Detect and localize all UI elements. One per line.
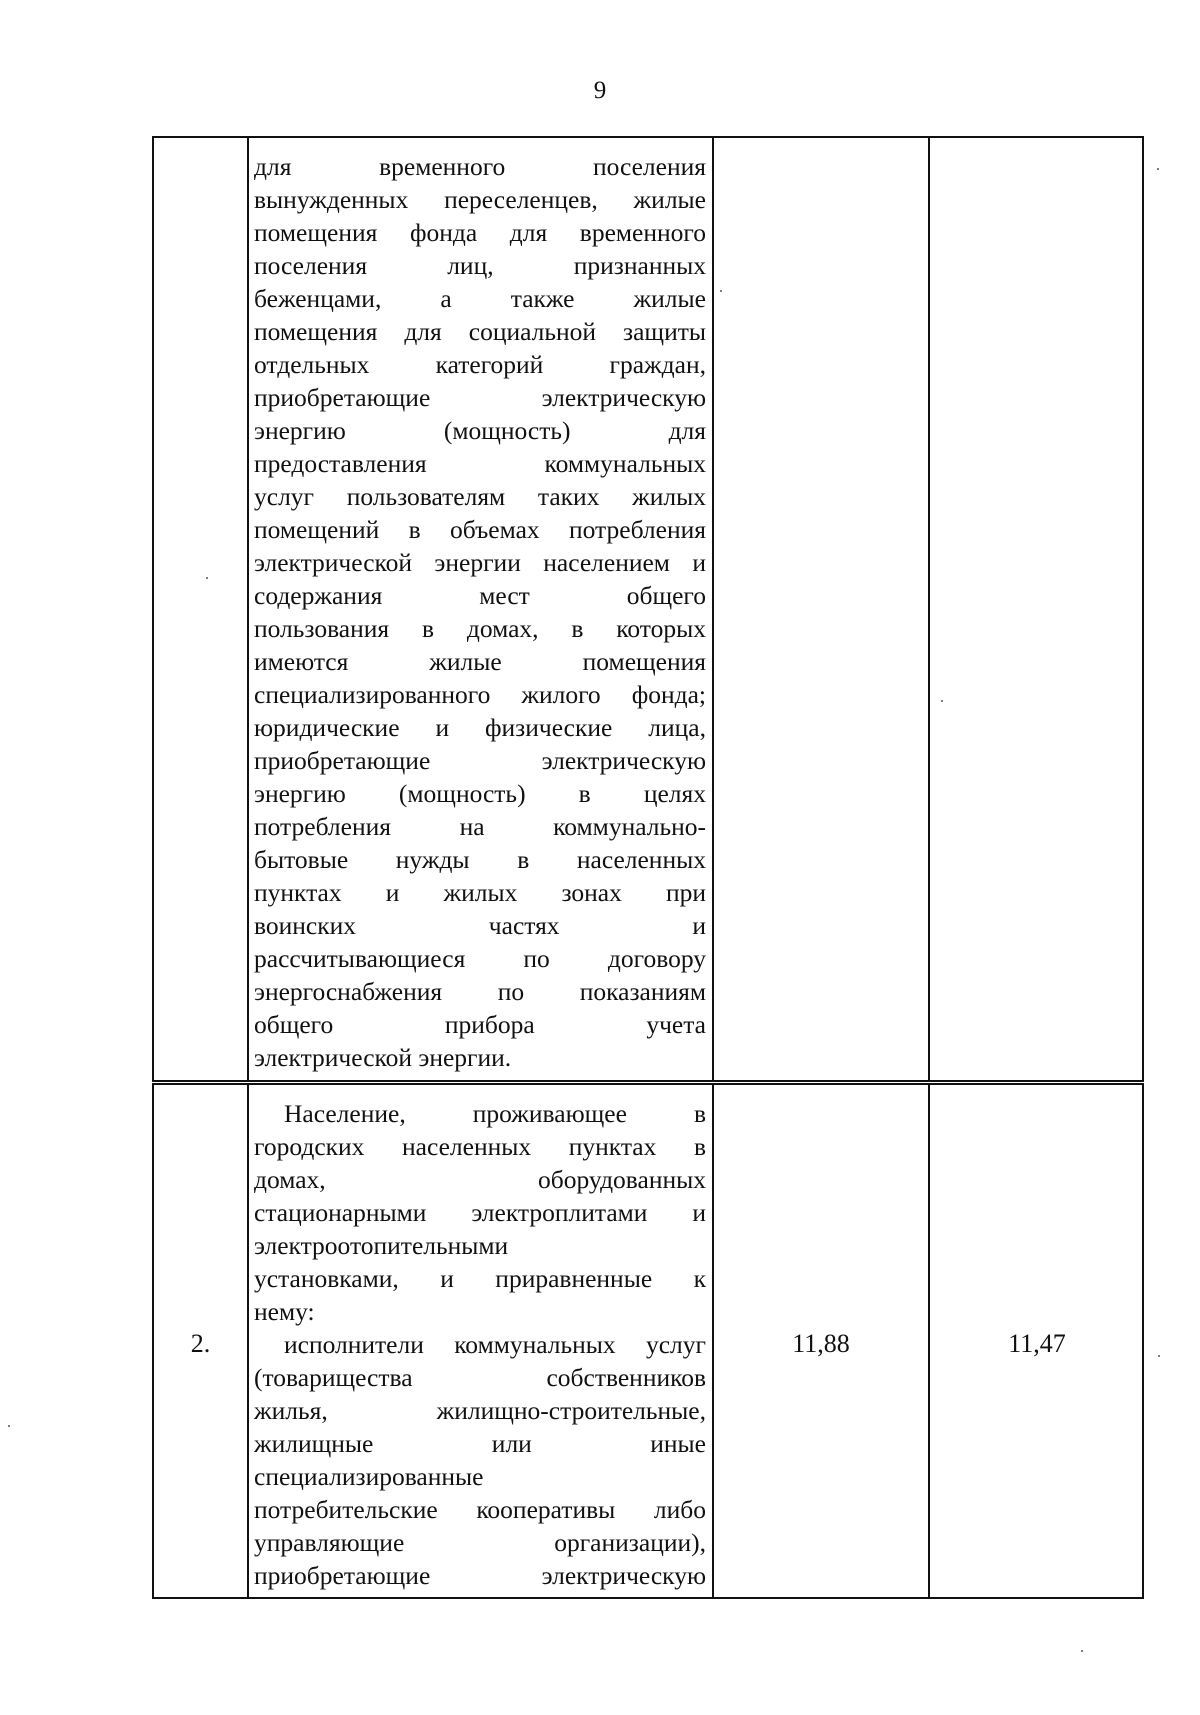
text-line: воинских частях и — [254, 911, 706, 940]
text-line: имеются жилые помещения — [254, 647, 706, 676]
text-line: приобретающие электрическую — [254, 383, 706, 412]
text-line: отдельных категорий граждан, — [254, 350, 706, 379]
text-line: нему: — [254, 1297, 315, 1326]
page-number: 9 — [593, 77, 607, 104]
text-line: помещения для социальной защиты — [254, 317, 706, 346]
column-divider — [247, 138, 249, 1080]
text-line: для временного поселения — [254, 152, 706, 181]
text-line: городских населенных пунктах в — [254, 1132, 706, 1161]
text-line: энергию (мощность) для — [254, 416, 706, 445]
text-line: юридические и физические лица, — [254, 713, 706, 742]
text-line: бытовые нужды в населенных — [254, 845, 706, 874]
text-line: пользования в домах, в которых — [254, 614, 706, 643]
scan-speck — [1158, 1355, 1160, 1357]
text-line: электрической энергии населением и — [254, 548, 706, 577]
scan-speck — [720, 290, 722, 292]
text-line: управляющие организации), — [254, 1528, 706, 1557]
text-line: приобретающие электрическую — [254, 1561, 706, 1590]
consumer-category-text — [254, 150, 706, 1074]
text-line: специализированные — [254, 1462, 484, 1491]
row-number: 2. — [190, 1329, 211, 1358]
tariff-value-first-half: 11,88 — [792, 1329, 850, 1358]
text-line: (товарищества собственников — [254, 1363, 706, 1392]
text-line: помещений в объемах потребления — [254, 515, 706, 544]
text-line: специализированного жилого фонда; — [254, 680, 706, 709]
consumer-category-text — [254, 1097, 706, 1592]
text-line: электрической энергии. — [254, 1043, 512, 1072]
text-line: общего прибора учета — [254, 1010, 706, 1039]
scan-speck — [1157, 168, 1159, 170]
tariff-value-second-half: 11,47 — [1008, 1329, 1066, 1358]
text-line: помещения фонда для временного — [254, 218, 706, 247]
column-divider — [712, 138, 714, 1080]
text-line: содержания мест общего — [254, 581, 706, 610]
scan-speck — [8, 1425, 10, 1427]
text-line: приобретающие электрическую — [254, 746, 706, 775]
text-line: жилья, жилищно-строительные, — [254, 1396, 706, 1425]
table-row — [152, 1083, 1144, 1599]
text-line: установками, и приравненные к — [254, 1264, 706, 1293]
text-line: Население, проживающее в — [284, 1099, 706, 1128]
text-line: исполнители коммунальных услуг — [284, 1330, 706, 1359]
text-line: рассчитывающиеся по договору — [254, 944, 706, 973]
text-line: пунктах и жилых зонах при — [254, 878, 706, 907]
scan-speck — [941, 700, 943, 702]
text-line: электроотопительными — [254, 1231, 509, 1260]
text-line: потребления на коммунально- — [254, 812, 706, 841]
column-divider — [247, 1085, 249, 1597]
text-line: стационарными электроплитами и — [254, 1198, 706, 1227]
text-line: предоставления коммунальных — [254, 449, 706, 478]
scan-speck — [206, 577, 208, 579]
text-line: домах, оборудованных — [254, 1165, 706, 1194]
column-divider — [928, 138, 930, 1080]
text-line: беженцами, а также жилые — [254, 284, 706, 313]
text-line: энергию (мощность) в целях — [254, 779, 706, 808]
scan-speck — [1081, 1650, 1083, 1652]
text-line: вынужденных переселенцев, жилые — [254, 185, 706, 214]
text-line: жилищные или иные — [254, 1429, 706, 1458]
text-line: услуг пользователям таких жилых — [254, 482, 706, 511]
text-line: потребительские кооперативы либо — [254, 1495, 706, 1524]
text-line: поселения лиц, признанных — [254, 251, 706, 280]
text-line: энергоснабжения по показаниям — [254, 977, 706, 1006]
table-row — [152, 136, 1144, 1082]
